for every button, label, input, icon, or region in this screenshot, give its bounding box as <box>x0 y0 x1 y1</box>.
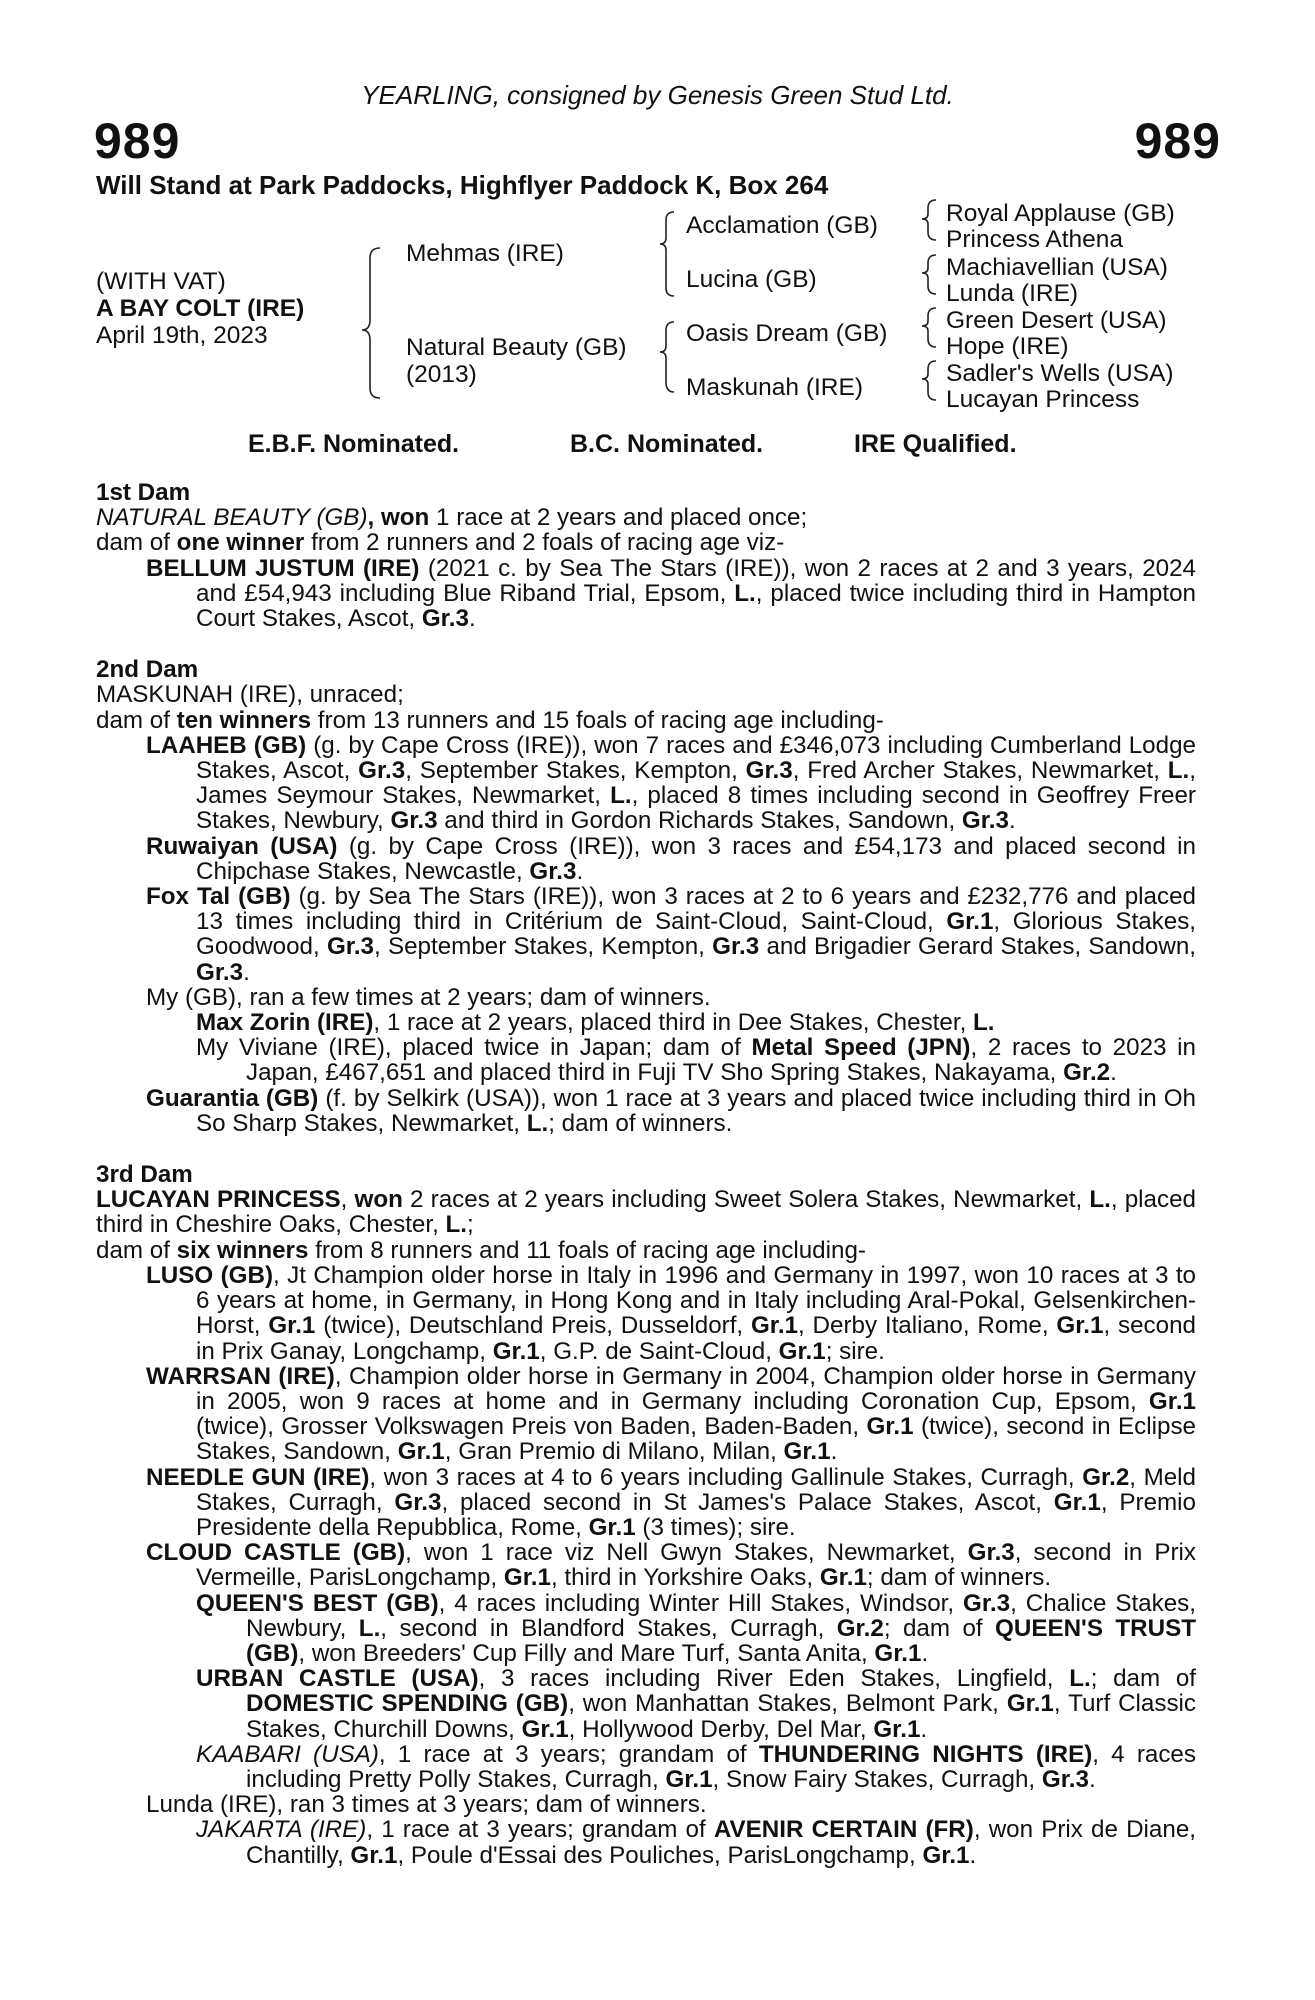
horse-dob: April 19th, 2023 <box>96 322 268 349</box>
dam-dam: Maskunah (IRE) <box>686 374 864 401</box>
produce-entry: LAAHEB (GB) (g. by Cape Cross (IRE)), won 7 races and £346,073 including Cumberland Lodge Stakes, Ascot, Gr.3, September Stakes, Kempton, Gr.3, Fred Archer Stakes, Newmarket, L., James Seymour Stakes, Newmarket, L., placed 8 times including second in Geoffrey Freer Stakes, Newbury, Gr.3 and third in Gordon Richards Stakes, Sandown, Gr.3. <box>146 731 1196 835</box>
produce-entry: My Viviane (IRE), placed twice in Japan; dam of Metal Speed (JPN), 2 races to 2023 in Japan, £467,651 and placed third in Fuji TV Sho Spring Stakes, Nakayama, Gr.2. <box>196 1034 1196 1087</box>
horse-name: A BAY COLT (IRE) <box>96 295 305 322</box>
produce-entry: LUSO (GB), Jt Champion older horse in Italy in 1996 and Germany in 1997, won 10 races at 3 to 6 years at home, in Germany, in Hong Kong and in Italy including Aral-Pokal, Gelsenkirchen-Horst, Gr.1 (twice), Deutschland Preis, Dusseldorf, Gr.1, Derby Italiano, Rome, Gr.1, second in Prix Ganay, Longchamp, Gr.1, G.P. de Saint-Cloud, Gr.1; sire. <box>146 1261 1196 1365</box>
second-dam-section <box>96 657 1196 1136</box>
dam: Natural Beauty (GB) <box>406 334 627 361</box>
lot-number-right: 989 <box>1134 113 1221 169</box>
consignment-line: YEARLING, consigned by Genesis Green Stud Ltd. <box>361 80 954 110</box>
produce-entry: QUEEN'S BEST (GB), 4 races including Winter Hill Stakes, Windsor, Gr.3, Chalice Stakes, Newbury, L., second in Blandford Stakes, Curragh, Gr.2; dam of QUEEN'S TRUST (GB), won Breeders' Cup Filly and Mare Turf, Santa Anita, Gr.1. <box>196 1589 1196 1667</box>
produce-entry: Fox Tal (GB) (g. by Sea The Stars (IRE)), won 3 races at 2 to 6 years and £232,776 and placed 13 times including third in Critérium de Saint-Cloud, Saint-Cloud, Gr.1, Glorious Stakes, Goodwood, Gr.3, September Stakes, Kempton, Gr.3 and Brigadier Gerard Stakes, Sandown, Gr.3. <box>146 883 1197 986</box>
bc-nominated: B.C. Nominated. <box>570 430 764 458</box>
lot-number-left: 989 <box>94 113 181 169</box>
produce-entry: Lunda (IRE), ran 3 times at 3 years; dam of winners. <box>146 1791 707 1819</box>
produce-entry: CLOUD CASTLE (GB), won 1 race viz Nell Gwyn Stakes, Newmarket, Gr.3, second in Prix Vermeille, ParisLongchamp, Gr.1, third in Yorkshire Oaks, Gr.1; dam of winners. <box>146 1539 1196 1592</box>
produce-entry: JAKARTA (IRE), 1 race at 3 years; grandam of AVENIR CERTAIN (FR), won Prix de Diane, Chantilly, Gr.1, Poule d'Essai des Pouliches, ParisLongchamp, Gr.1. <box>196 1816 1196 1869</box>
vat-label: (WITH VAT) <box>96 268 226 295</box>
third-dam-section <box>96 1162 1196 1868</box>
produce-entry: Max Zorin (IRE), 1 race at 2 years, placed third in Dee Stakes, Chester, L. <box>196 1009 995 1037</box>
dds: Sadler's Wells (USA) <box>946 360 1174 387</box>
first-dam-section <box>96 480 1196 631</box>
dam-year: (2013) <box>406 361 477 388</box>
dam-line: LUCAYAN PRINCESS, won 2 races at 2 years including Sweet Solera Stakes, Newmarket, L., placed third in Cheshire Oaks, Chester, L.; <box>96 1186 1196 1239</box>
produce-entry: Guarantia (GB) (f. by Selkirk (USA)), won 1 race at 3 years and placed twice including third in Oh So Sharp Stakes, Newmarket, L.; dam of winners. <box>146 1084 1196 1137</box>
dam-sections <box>96 480 1196 1868</box>
produce-entry: My (GB), ran a few times at 2 years; dam of winners. <box>146 983 711 1011</box>
produce-entry: WARRSAN (IRE), Champion older horse in Germany in 2004, Champion older horse in Germany in 2005, won 9 races at home and in Germany including Coronation Cup, Epsom, Gr.1 (twice), Grosser Volkswagen Preis von Baden, Baden-Baden, Gr.1 (twice), second in Eclipse Stakes, Sandown, Gr.1, Gran Premio di Milano, Milan, Gr.1. <box>146 1362 1197 1466</box>
ddd: Lucayan Princess <box>946 386 1140 413</box>
section-heading: 1st Dam <box>96 479 191 506</box>
produce-entry: BELLUM JUSTUM (IRE) (2021 c. by Sea The Stars (IRE)), won 2 races at 2 and 3 years, 2024 and £54,943 including Blue Riband Trial, Epsom, L., placed twice including third in Hampton Court Stakes, Ascot, Gr.3. <box>146 554 1196 633</box>
ebf-nominated: E.B.F. Nominated. <box>248 430 460 458</box>
produce-entry: URBAN CASTLE (USA), 3 races including River Eden Stakes, Lingfield, L.; dam of DOMESTIC SPENDING (GB), won Manhattan Stakes, Belmont Park, Gr.1, Turf Classic Stakes, Churchill Downs, Gr.1, Hollywood Derby, Del Mar, Gr.1. <box>196 1665 1197 1743</box>
sire-sire: Acclamation (GB) <box>686 212 878 239</box>
dam-produce-summary: dam of one winner from 2 runners and 2 foals of racing age viz- <box>96 529 785 557</box>
sdd: Lunda (IRE) <box>946 280 1079 307</box>
section-heading: 3rd Dam <box>96 1161 193 1189</box>
sss: Royal Applause (GB) <box>946 200 1175 227</box>
dam-produce-summary: dam of six winners from 8 runners and 11 foals of racing age including- <box>96 1236 866 1264</box>
dam-line: MASKUNAH (IRE), unraced; <box>96 681 404 709</box>
produce-entry: Ruwaiyan (USA) (g. by Cape Cross (IRE)), won 3 races and £54,173 and placed second in Chipchase Stakes, Newcastle, Gr.3. <box>146 832 1196 885</box>
dam-produce-summary: dam of ten winners from 13 runners and 15 foals of racing age including- <box>96 706 884 734</box>
sds: Machiavellian (USA) <box>946 254 1168 281</box>
sire: Mehmas (IRE) <box>406 240 564 267</box>
stand-location: Will Stand at Park Paddocks, Highflyer Paddock K, Box 264 <box>96 170 829 200</box>
dsd: Hope (IRE) <box>946 333 1069 360</box>
sire-dam: Lucina (GB) <box>686 266 817 293</box>
ire-qualified: IRE Qualified. <box>854 430 1017 458</box>
ssd: Princess Athena <box>946 226 1124 253</box>
section-heading: 2nd Dam <box>96 656 199 684</box>
dss: Green Desert (USA) <box>946 307 1167 334</box>
dam-sire: Oasis Dream (GB) <box>686 320 888 347</box>
produce-entry: NEEDLE GUN (IRE), won 3 races at 4 to 6 years including Gallinule Stakes, Curragh, Gr.2, Meld Stakes, Curragh, Gr.3, placed second in St James's Palace Stakes, Ascot, Gr.1, Premio Presidente della Repubblica, Rome, Gr.1 (3 times); sire. <box>146 1463 1196 1541</box>
dam-line: NATURAL BEAUTY (GB), won 1 race at 2 years and placed once; <box>96 504 808 532</box>
produce-entry: KAABARI (USA), 1 race at 3 years; grandam of THUNDERING NIGHTS (IRE), 4 races including Pretty Polly Stakes, Curragh, Gr.1, Snow Fairy Stakes, Curragh, Gr.3. <box>196 1740 1196 1793</box>
